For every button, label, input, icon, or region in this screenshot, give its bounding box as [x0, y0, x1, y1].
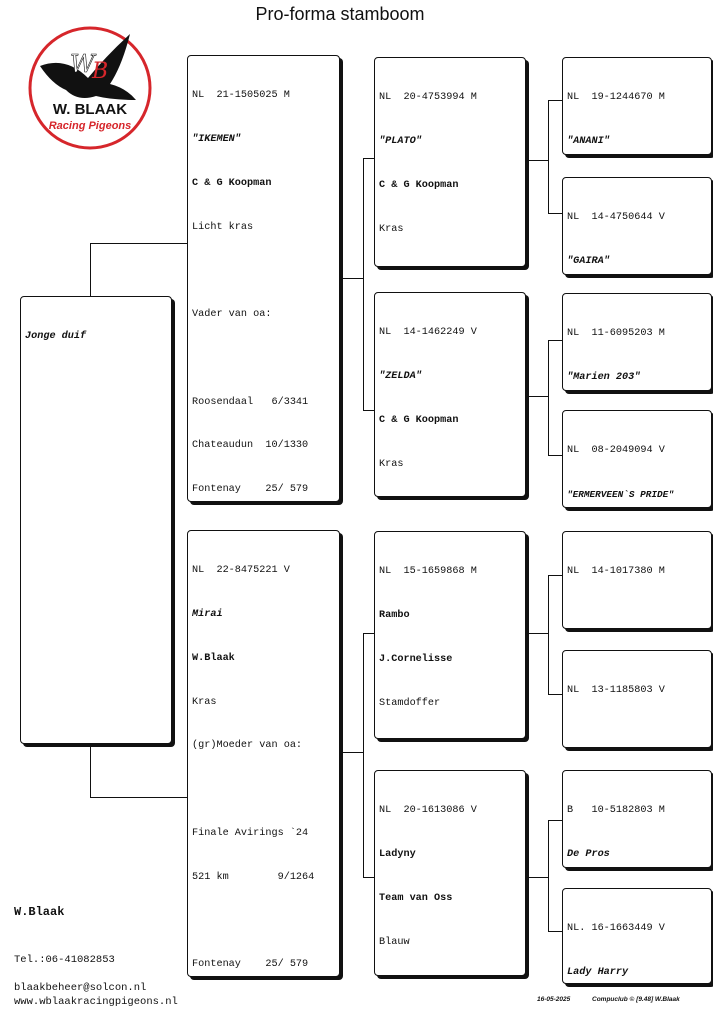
info-line — [192, 914, 335, 929]
print-date: 16-05-2025 — [537, 996, 571, 1003]
connector — [363, 633, 364, 878]
pigeon-name: "ERMERVEEN`S PRIDE" — [567, 488, 674, 500]
pedigree-box-mf — [374, 531, 526, 739]
ring-number: NL 20-4753994 M — [379, 92, 477, 104]
connector — [340, 752, 363, 753]
breeder: C & G Koopman — [379, 414, 459, 426]
connector — [363, 158, 364, 411]
ring-number: NL 14-1017380 M — [567, 566, 665, 578]
connector — [363, 633, 374, 634]
subject-box — [20, 296, 172, 744]
info-line — [192, 783, 335, 798]
info-line: Blauw — [379, 936, 410, 948]
info-line: (gr)Moeder van oa: — [192, 740, 303, 752]
info-line: Kras — [192, 696, 217, 708]
pigeon-name: Mirai — [192, 608, 223, 620]
pigeon-name: "Marien 203" — [567, 371, 641, 383]
logo-monogram: W — [70, 50, 95, 78]
ring-number: B 10-5182803 M — [567, 805, 665, 817]
pedigree-box-ff — [374, 57, 526, 267]
breeder: W.Blaak — [192, 652, 235, 664]
ring-number: NL 14-4750644 V — [567, 212, 665, 224]
connector — [90, 243, 187, 244]
connector — [548, 820, 549, 932]
connector — [526, 633, 548, 634]
connector — [548, 100, 562, 101]
breeder: C & G Koopman — [192, 177, 272, 189]
connector — [526, 160, 548, 161]
connector — [548, 820, 562, 821]
software-credit: Compuclub © [9.48] W.Blaak — [592, 996, 680, 1003]
connector — [548, 931, 562, 932]
connector — [548, 340, 549, 456]
info-line: Kras — [379, 458, 404, 470]
info-line: Finale Avirings `24 — [192, 827, 309, 839]
ring-number: NL 13-1185803 V — [567, 685, 665, 697]
ring-number: NL 08-2049094 V — [567, 445, 665, 457]
info-line — [567, 609, 707, 624]
owner-name: W.Blaak — [14, 905, 65, 919]
connector — [90, 243, 91, 296]
connector — [548, 455, 562, 456]
ring-number: NL. 16-1663449 V — [567, 923, 665, 935]
connector — [548, 575, 562, 576]
subject-label: Jonge duif — [25, 331, 87, 343]
pedigree-box-fm — [374, 292, 526, 497]
info-line: Kras — [379, 223, 404, 235]
ring-number: NL 15-1659868 M — [379, 566, 477, 578]
ring-number: NL 22-8475221 V — [192, 565, 290, 577]
pedigree-box-fff — [562, 57, 712, 155]
pedigree-box-mother — [187, 530, 340, 977]
breeder: Team van Oss — [379, 892, 453, 904]
info-line: Fontenay 25/ 579 — [192, 959, 309, 971]
info-line: Fontenay 25/ 579 — [192, 484, 309, 496]
connector — [526, 877, 548, 878]
pigeon-name: De Pros — [567, 848, 610, 860]
pedigree-box-fmm — [562, 410, 712, 508]
info-line: 521 km 9/1264 — [192, 871, 315, 883]
logo-monogram-b: B — [92, 59, 109, 84]
pedigree-box-father — [187, 55, 340, 502]
connector — [363, 158, 374, 159]
info-line — [192, 264, 335, 279]
owner-phone: Tel.:06-41082853 — [14, 954, 115, 966]
pedigree-box-mfm — [562, 650, 712, 748]
ring-number: NL 14-1462249 V — [379, 327, 477, 339]
info-line — [192, 352, 335, 367]
info-line: Roosendaal 6/3341 — [192, 396, 309, 408]
info-line: Stamdoffer — [379, 697, 441, 709]
pedigree-box-mff — [562, 531, 712, 629]
breeder: J.Cornelisse — [379, 653, 453, 665]
ring-number: NL 19-1244670 M — [567, 92, 665, 104]
connector — [363, 877, 374, 878]
pigeon-name: Ladyny — [379, 848, 416, 860]
connector — [526, 396, 548, 397]
owner-website[interactable]: www.wblaakracingpigeons.nl — [14, 996, 178, 1008]
pigeon-name: "ZELDA" — [379, 370, 422, 382]
ring-number: NL 11-6095203 M — [567, 328, 665, 340]
ring-number: NL 21-1505025 M — [192, 90, 290, 102]
connector — [90, 797, 187, 798]
pigeon-name: Lady Harry — [567, 966, 629, 978]
connector — [548, 100, 549, 214]
breeder: C & G Koopman — [379, 179, 459, 191]
pedigree-box-mm — [374, 770, 526, 976]
connector — [90, 744, 91, 798]
connector — [548, 340, 562, 341]
info-line: Chateaudun 10/1330 — [192, 440, 309, 452]
connector — [340, 278, 363, 279]
ring-number: NL 20-1613086 V — [379, 805, 477, 817]
page-title: Pro-forma stamboom — [255, 4, 425, 24]
logo-tagline: Racing Pigeons — [48, 120, 132, 132]
logo-name: W. BLAAK — [52, 101, 128, 118]
pigeon-name: "ANANI" — [567, 135, 610, 147]
pedigree-box-fmf — [562, 293, 712, 391]
pigeon-name: Rambo — [379, 609, 410, 621]
pedigree-box-mmm — [562, 888, 712, 984]
info-line — [379, 266, 521, 267]
info-line — [567, 728, 707, 743]
connector — [548, 575, 549, 695]
owner-email[interactable]: blaakbeheer@solcon.nl — [14, 982, 147, 994]
connector — [548, 213, 562, 214]
pedigree-box-ffm — [562, 177, 712, 275]
info-line: Licht kras — [192, 221, 254, 233]
connector — [548, 694, 562, 695]
info-line: Vader van oa: — [192, 309, 272, 321]
pedigree-box-mmf — [562, 770, 712, 868]
pigeon-name: "GAIRA" — [567, 255, 610, 267]
pigeon-name: "IKEMEN" — [192, 133, 241, 145]
club-logo — [26, 26, 154, 150]
connector — [363, 410, 374, 411]
pigeon-name: "PLATO" — [379, 135, 422, 147]
